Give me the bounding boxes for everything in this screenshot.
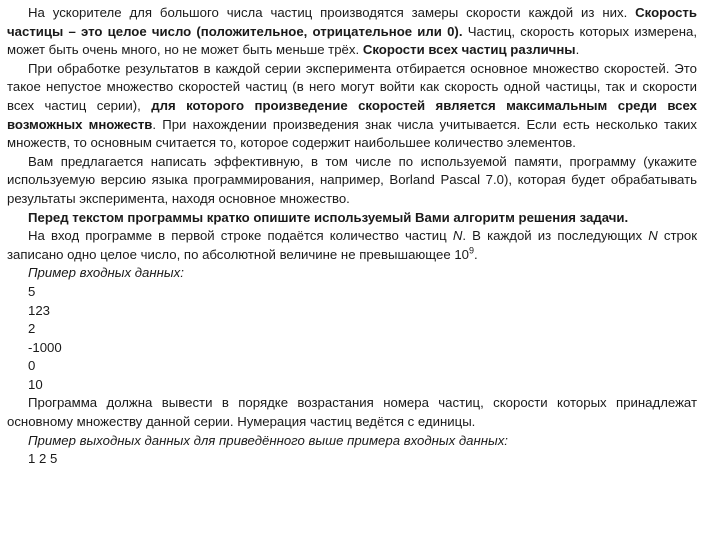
text: На вход программе в первой строке подаётся количество частиц <box>28 228 453 244</box>
paragraph-processing-rules <box>7 60 697 153</box>
text: . <box>474 246 478 262</box>
example-input-line: 2 <box>28 321 36 337</box>
paragraph-program-request: Вам предлагается написать эффективную, в том числе по используемой памяти, программу (укажите используемую версию языка программирования, например, Borland Pascal 7.0), которая будет обрабатывать результаты эксперимента, находя основное множество. <box>7 153 697 206</box>
text: Частиц, скорость которых измерена, может быть очень много, но не может быть меньше трёх. <box>7 23 698 58</box>
paragraph-problem-intro <box>7 4 697 60</box>
example-input-line: 5 <box>28 283 36 299</box>
paragraph-input-format <box>7 227 697 264</box>
example-input-label: Пример входных данных: <box>28 265 184 281</box>
text: строк записано одно целое число, по абсолютной величине не превышающее 10 <box>7 228 697 262</box>
text: . При нахождении произведения знак числа учитывается. Если есть несколько таких множеств, то основным считается то, которое содержит наибольшее количество элементов. <box>7 116 697 151</box>
exponent: 9 <box>469 245 475 256</box>
text: . В каждой из последующих <box>462 228 649 244</box>
text-bold: для которого произведение скоростей является максимальным среди всех возможных множеств <box>7 97 698 132</box>
variable-n: N <box>452 228 463 244</box>
task-document <box>7 4 697 469</box>
example-input-line: -1000 <box>28 339 62 355</box>
text-bold: Скорости всех частиц различны <box>362 42 576 58</box>
text: На ускорителе для большого числа частиц производятся замеры скорости каждой из них. <box>28 5 636 20</box>
text: . <box>575 42 580 58</box>
example-output-line: 1 2 5 <box>28 451 58 467</box>
example-input-line: 10 <box>28 376 43 392</box>
text-bold: Скорость частицы – это целое число (положительное, отрицательное или 0). <box>7 5 697 39</box>
text: При обработке результатов в каждой серии эксперимента отбирается основное множество скоростей. Это такое непустое множество скоростей частиц (в него могут войти как скорость одной частицы, так и скорости всех частиц серии), <box>7 60 697 113</box>
variable-n: N <box>648 228 658 244</box>
example-output-label: Пример выходных данных для приведённого выше примера входных данных: <box>28 432 508 448</box>
example-input-line: 123 <box>28 302 51 318</box>
paragraph-output-format: Программа должна вывести в порядке возрастания номера частиц, скорости которых принадлежат основному множеству данной серии. Нумерация частиц ведётся с единицы. <box>7 395 697 430</box>
example-input-line: 0 <box>28 358 36 374</box>
paragraph-algorithm-note: Перед текстом программы кратко опишите используемый Вами алгоритм решения задачи. <box>28 209 629 225</box>
